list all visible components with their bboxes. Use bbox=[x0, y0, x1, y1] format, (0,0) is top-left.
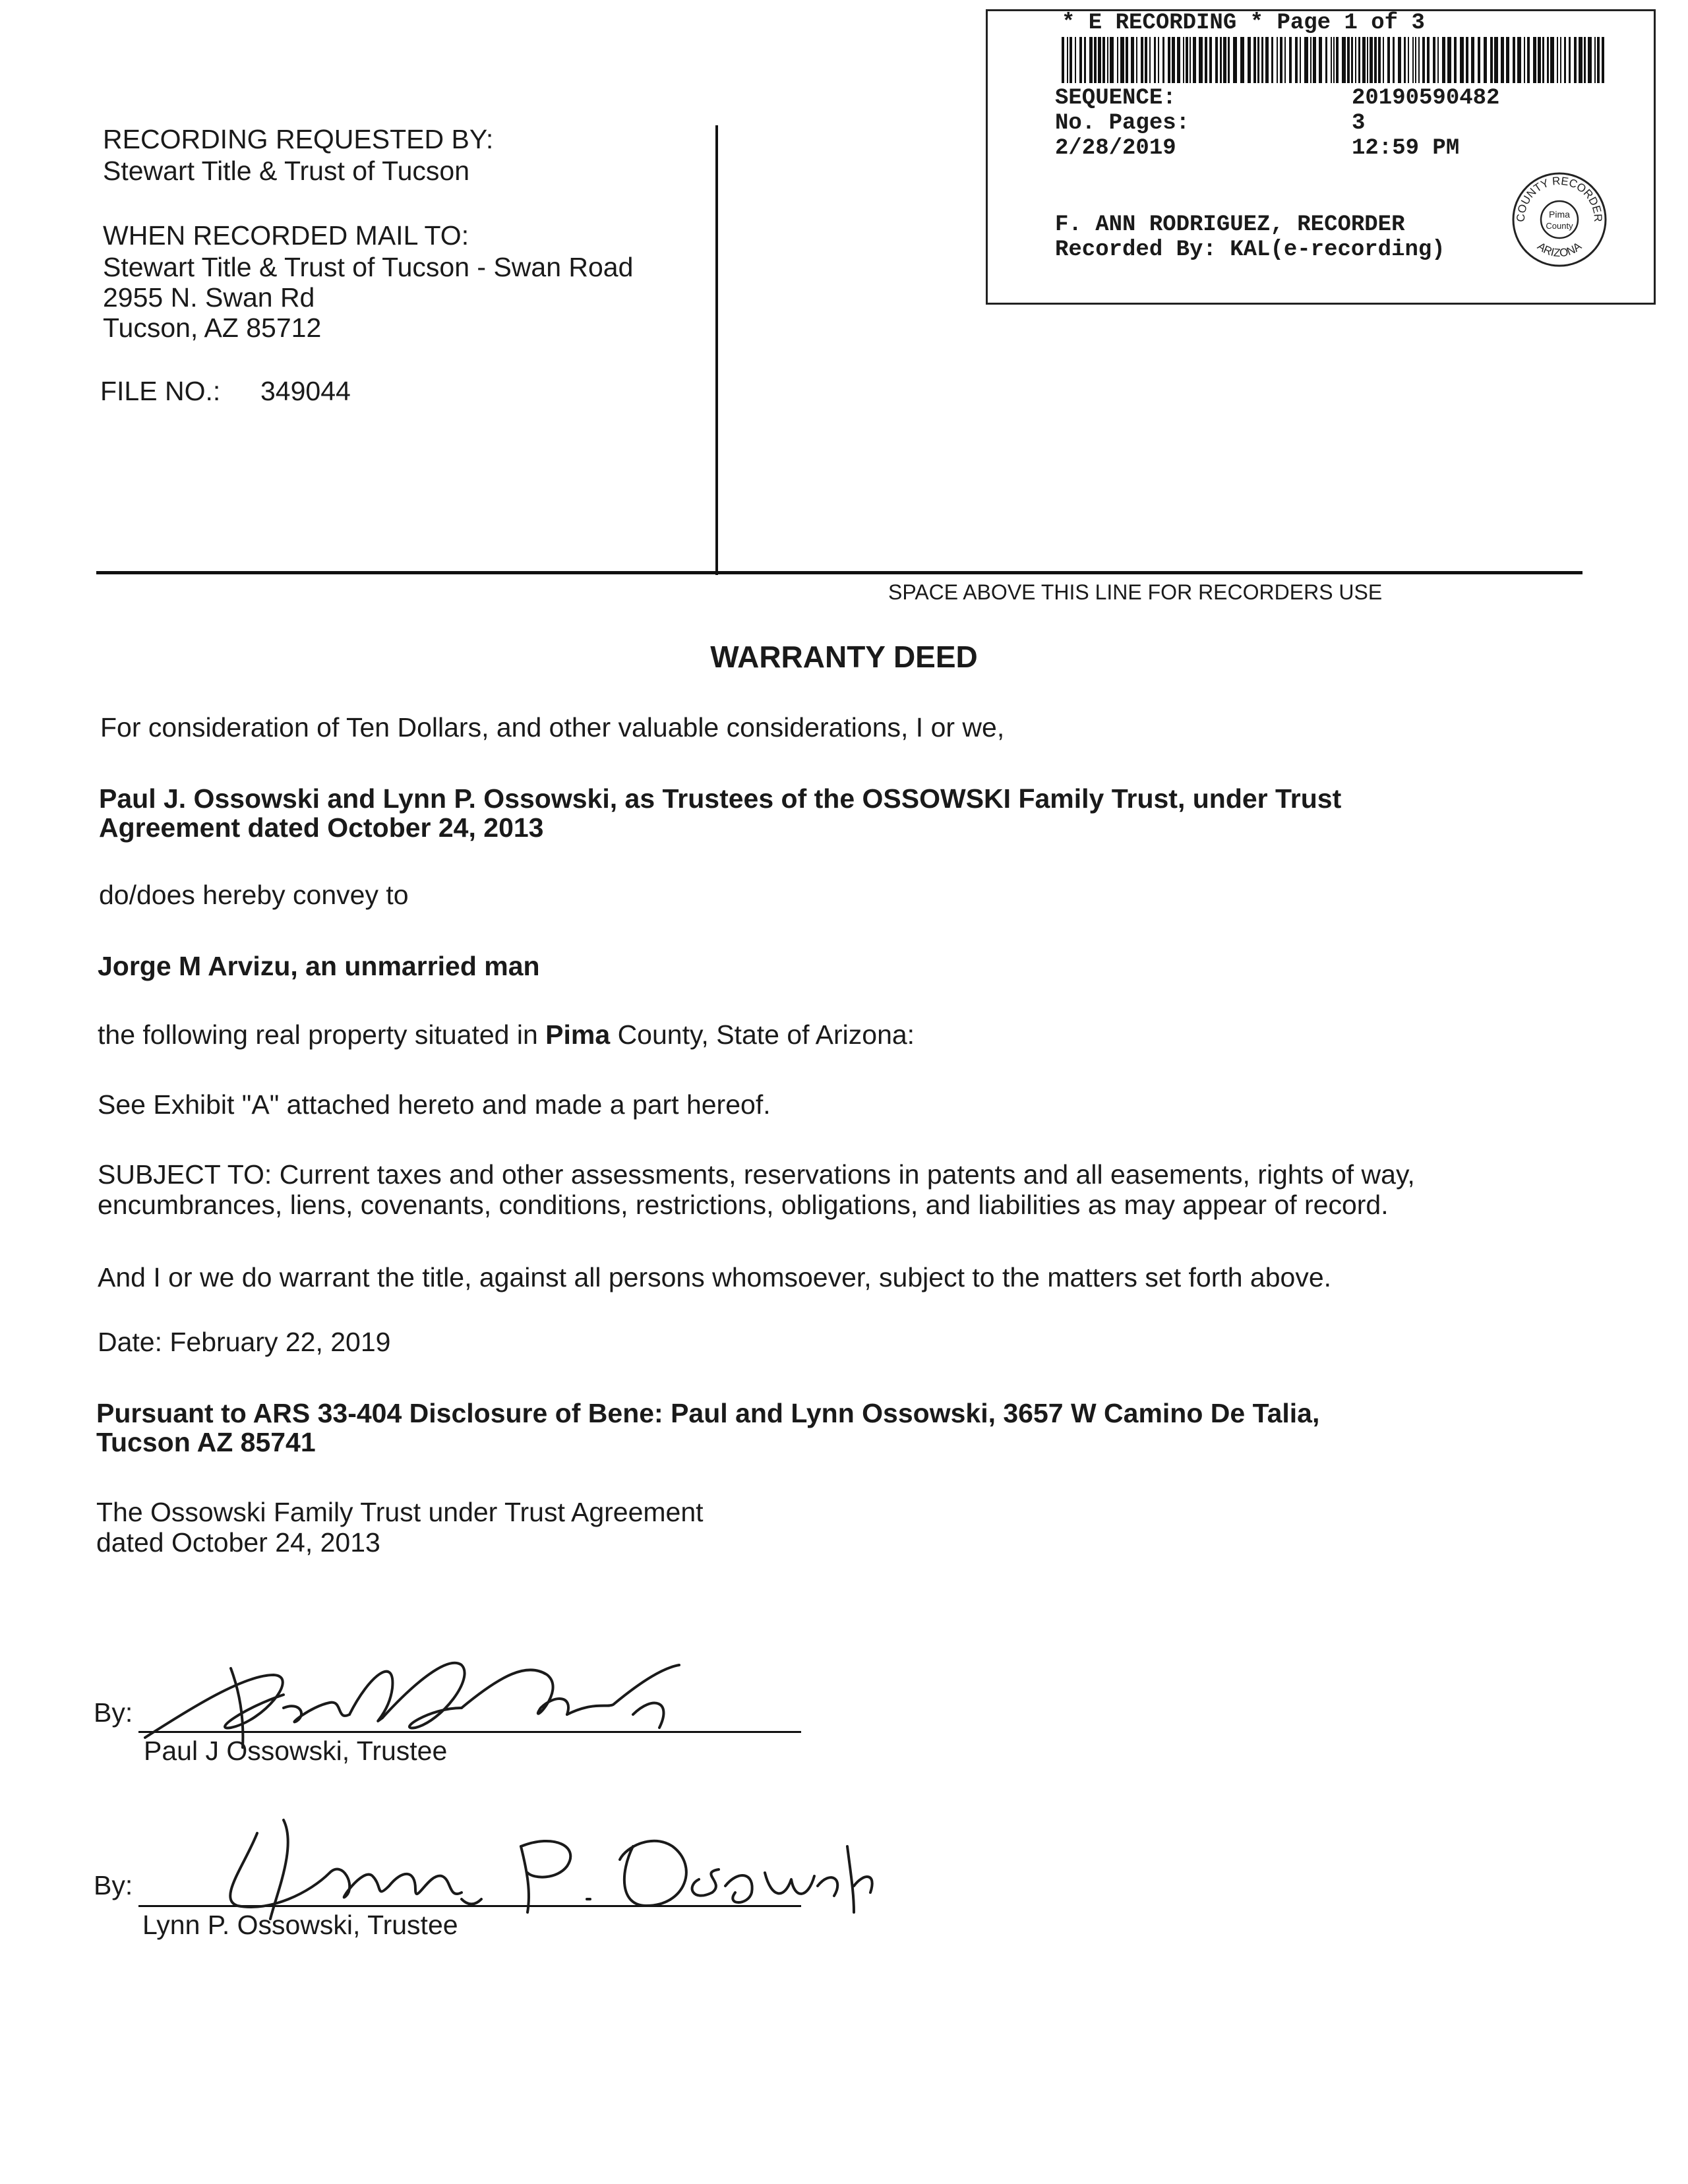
signature1-name: Paul J Ossowski, Trustee bbox=[144, 1736, 448, 1766]
file-no: 349044 bbox=[260, 376, 351, 406]
property-post: County, State of Arizona: bbox=[610, 1019, 915, 1050]
sequence-label: SEQUENCE: bbox=[1055, 86, 1176, 111]
mail-to-label: WHEN RECORDED MAIL TO: bbox=[103, 220, 469, 251]
header-divider-vertical bbox=[715, 125, 718, 575]
signature2-handwriting bbox=[198, 1807, 890, 1926]
county-seal-icon bbox=[1510, 170, 1609, 269]
trust-line1: The Ossowski Family Trust under Trust Agreement bbox=[96, 1497, 704, 1527]
recording-date: 2/28/2019 bbox=[1055, 136, 1176, 161]
svg-text:ARIZONA bbox=[1535, 239, 1584, 259]
mail-to-line1: Stewart Title & Trust of Tucson - Swan Road bbox=[103, 252, 634, 282]
requested-by: Stewart Title & Trust of Tucson bbox=[103, 156, 470, 186]
seal-center-line1: Pima bbox=[1549, 209, 1570, 220]
signature2-name: Lynn P. Ossowski, Trustee bbox=[142, 1910, 458, 1940]
grantor-line2: Agreement dated October 24, 2013 bbox=[99, 812, 544, 843]
subject-line1: SUBJECT TO: Current taxes and other assessments, reservations in patents and all easements, rights of way, bbox=[98, 1159, 1415, 1190]
grantee-text: Jorge M Arvizu, an unmarried man bbox=[98, 951, 540, 981]
subject-line2: encumbrances, liens, covenants, conditions, restrictions, obligations, and liabilities as may appear of record. bbox=[98, 1190, 1389, 1220]
warrant-text: And I or we do warrant the title, against all persons whomsoever, subject to the matters set forth above. bbox=[98, 1262, 1332, 1292]
seal-bottom-text: ARIZONA bbox=[1534, 239, 1584, 260]
file-no-label: FILE NO.: bbox=[100, 376, 221, 406]
seal-top-text: COUNTY RECORDER bbox=[1514, 174, 1605, 222]
property-pre: the following real property situated in bbox=[98, 1019, 546, 1050]
property-county: Pima bbox=[545, 1019, 611, 1050]
recording-time: 12:59 PM bbox=[1352, 136, 1460, 161]
mail-to-line3: Tucson, AZ 85712 bbox=[103, 313, 322, 343]
disclosure-line2: Tucson AZ 85741 bbox=[96, 1427, 316, 1457]
seal-center-line2: County bbox=[1546, 221, 1573, 231]
exhibit-text: See Exhibit "A" attached hereto and made a part hereof. bbox=[98, 1089, 771, 1120]
sequence-value: 20190590482 bbox=[1352, 86, 1500, 111]
convey-text: do/does hereby convey to bbox=[99, 880, 409, 910]
recorders-use-note: SPACE ABOVE THIS LINE FOR RECORDERS USE bbox=[888, 580, 1383, 604]
property-text bbox=[98, 1019, 915, 1050]
grantor-line1: Paul J. Ossowski and Lynn P. Ossowski, as Trustees of the OSSOWSKI Family Trust, under Trust bbox=[99, 783, 1342, 814]
barcode bbox=[1062, 37, 1609, 83]
recorded-by: Recorded By: KAL(e-recording) bbox=[1055, 237, 1445, 262]
requested-by-label: RECORDING REQUESTED BY: bbox=[103, 124, 494, 154]
page-title: WARRANTY DEED bbox=[710, 640, 978, 674]
pages-label: No. Pages: bbox=[1055, 111, 1190, 136]
signature1-by-label: By: bbox=[94, 1697, 133, 1728]
trust-line2: dated October 24, 2013 bbox=[96, 1527, 380, 1558]
pages-value: 3 bbox=[1352, 111, 1366, 136]
date-line: Date: February 22, 2019 bbox=[98, 1327, 391, 1357]
consideration-text: For consideration of Ten Dollars, and other valuable considerations, I or we, bbox=[100, 712, 1005, 743]
mail-to-line2: 2955 N. Swan Rd bbox=[103, 282, 315, 313]
stamp-header: * E RECORDING * Page 1 of 3 bbox=[1062, 11, 1425, 36]
signature2-by-label: By: bbox=[94, 1870, 133, 1900]
recorder-name: F. ANN RODRIGUEZ, RECORDER bbox=[1055, 212, 1405, 237]
recorders-use-line bbox=[96, 571, 1582, 574]
disclosure-line1: Pursuant to ARS 33-404 Disclosure of Bene: Paul and Lynn Ossowski, 3657 W Camino De Talia, bbox=[96, 1398, 1320, 1428]
